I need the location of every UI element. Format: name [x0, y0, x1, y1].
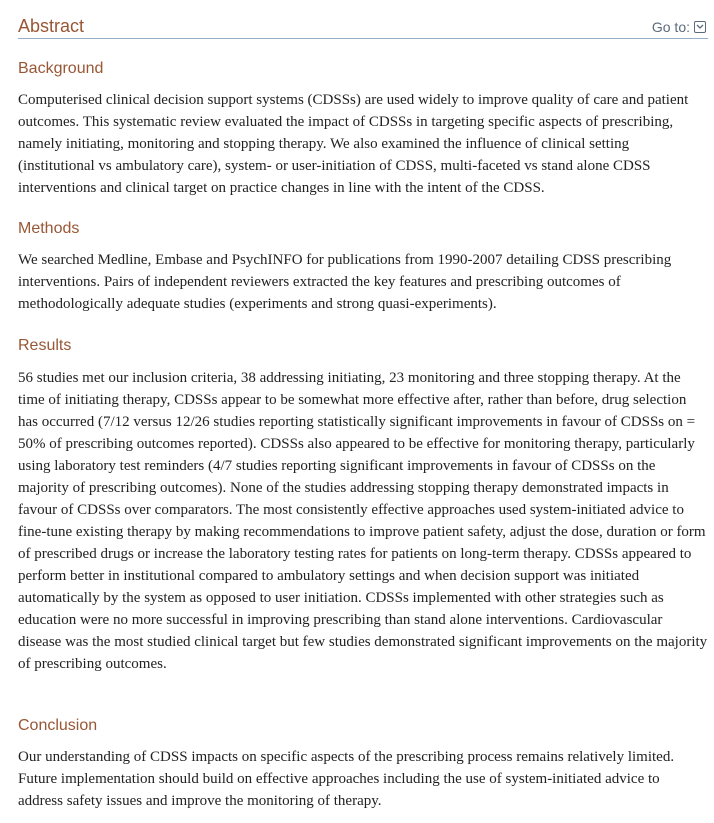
goto-label: Go to: [651, 19, 690, 35]
results-heading: Results [18, 337, 72, 354]
goto-menu[interactable] [652, 19, 706, 35]
background-heading: Background [18, 60, 104, 77]
results-text: 56 studies met our inclusion criteria, 38 addressing initiating, 23 monitoring and three stopping therapy. At the time of initiating therapy, CDSSs appear to be somewhat more effective after, rather than before, drug selection has occurred (7/12 versus 12/26 studies reporting statistically significant improvements in favour of CDSSs on = 50% of prescribing outcomes reported). CDSSs also appeared to be effective for monitoring therapy, particularly using laboratory test reminders (4/7 studies reporting significant improvements in favour of CDSSs on the majority of prescribing outcomes). None of the studies addressing stopping therapy demonstrated impacts in favour of CDSSs over comparators. The most consistently effective approaches used system-initiated advice to fine-tune existing therapy by making recommendations to improve patient safety, adjust the dose, duration or form of prescribed drugs or increase the laboratory testing rates for patients on long-term therapy. CDSSs appeared to perform better in institutional compared to ambulatory settings and when decision support was initiated automatically by the system as opposed to user initiation. CDSSs implemented with other strategies such as education were no more successful in improving prescribing than stand alone interventions. Cardiovascular disease was the most studied clinical target but few studies demonstrated significant improvements on the majority of prescribing outcomes. [18, 370, 708, 672]
conclusion-text: Our understanding of CDSS impacts on specific aspects of the prescribing process remains relatively limited. Future implementation should build on effective approaches including the use of system-initiated advice to address safety issues and improve the monitoring of therapy. [18, 749, 675, 809]
abstract-container [18, 0, 708, 809]
conclusion-heading: Conclusion [18, 717, 98, 734]
chevron-down-icon[interactable] [694, 21, 706, 33]
background-text: Computerised clinical decision support systems (CDSSs) are used widely to improve quality of care and patient outcomes. This systematic review evaluated the impact of CDSSs in targeting specific aspects of prescribing, namely initiating, monitoring and stopping therapy. We also examined the influence of clinical setting (institutional vs ambulatory care), system- or user-initiation of CDSS, multi-faceted vs stand alone CDSS interventions and clinical target on practice changes in line with the intent of the CDSS. [18, 92, 689, 196]
abstract-title: Abstract [18, 16, 85, 36]
methods-heading: Methods [18, 220, 80, 237]
methods-text: We searched Medline, Embase and PsychINFO for publications from 1990-2007 detailing CDSS prescribing interventions. Pairs of independent reviewers extracted the key features and prescribing outcomes of methodologically adequate studies (experiments and strong quasi-experiments). [18, 252, 672, 312]
abstract-header [18, 0, 708, 39]
